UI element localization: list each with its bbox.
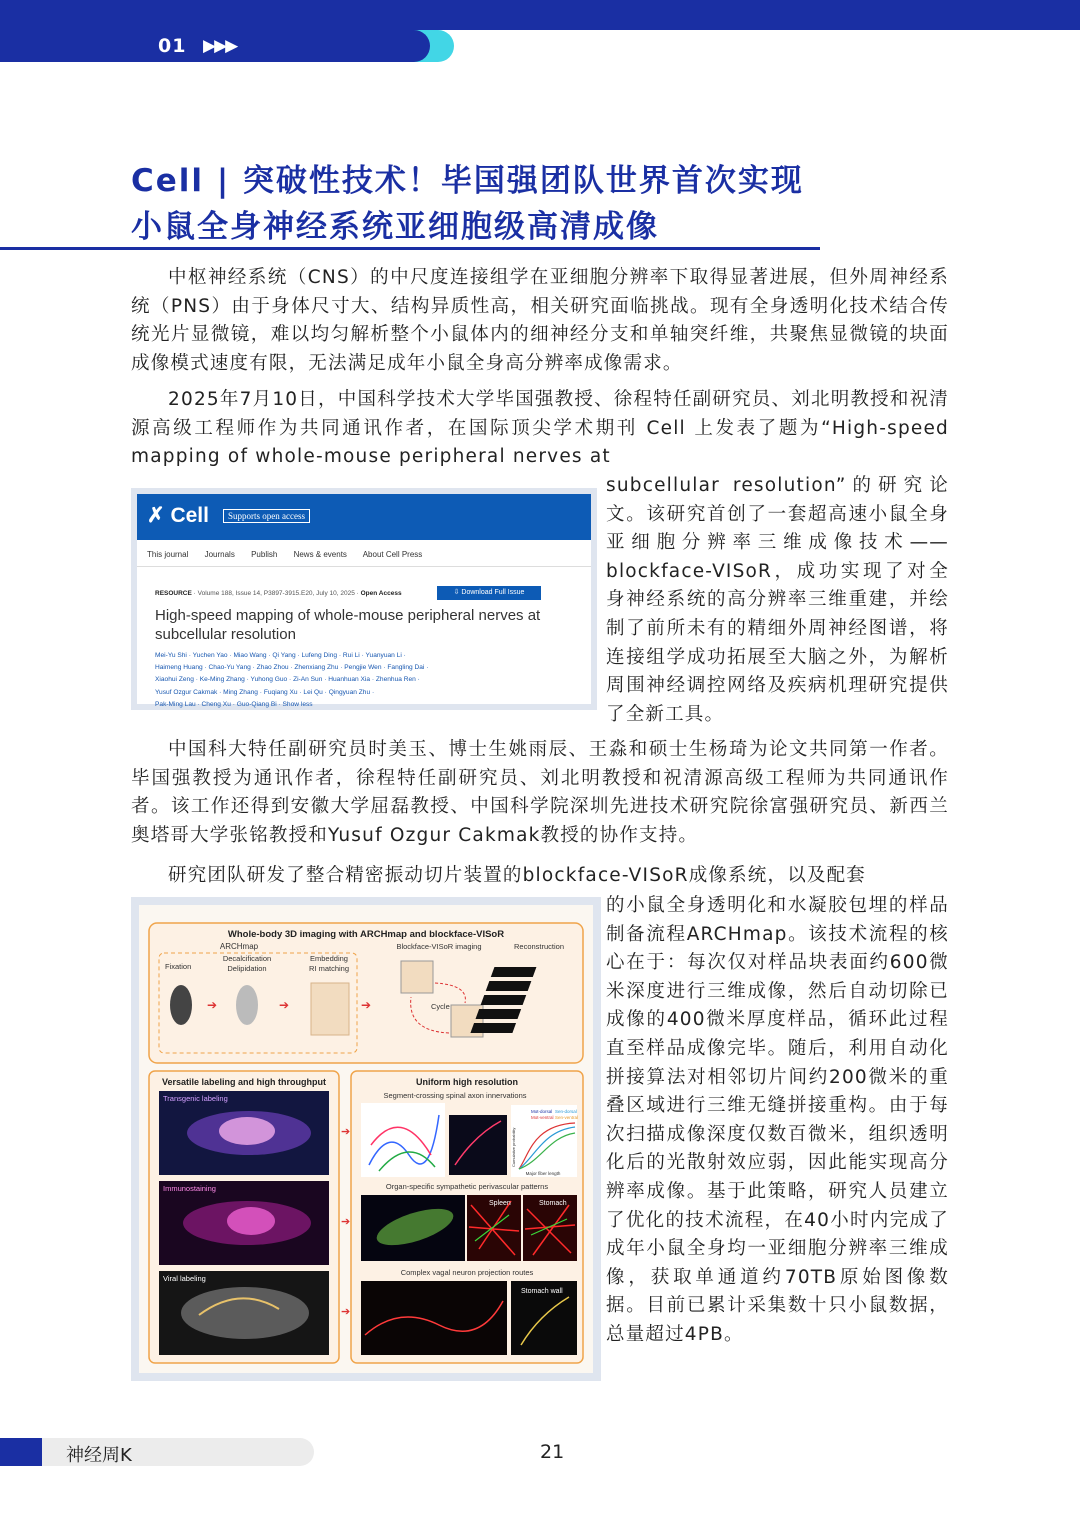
mouse-fixation bbox=[170, 985, 192, 1025]
title-line-2: 小鼠全身神经系统亚细胞级高清成像 bbox=[131, 209, 659, 245]
journal-nav bbox=[147, 550, 436, 559]
paragraph-1: 中枢神经系统（CNS）的中尺度连接组学在亚细胞分辨率下取得显著进展，但外周神经系统（PNS）由于身体尺寸大、结构异质性高，相关研究面临挑战。现有全身透明化技术结合传统光片显微镜，难以均匀解析整个小鼠体内的细神经分支和单轴突纤维，共聚焦显微镜的块面成像模式速度有限，无法满足成年小鼠全身高分辨率成像需求。 bbox=[131, 267, 949, 374]
svg-text:Sen-dorsal: Sen-dorsal bbox=[555, 1109, 577, 1114]
svg-text:➔: ➔ bbox=[341, 1306, 351, 1318]
section-number: 01 bbox=[158, 35, 187, 57]
svg-text:Viral labeling: Viral labeling bbox=[163, 1274, 206, 1283]
author-list: Mei-Yu Shi · Yuchen Yao · Miao Wang · Qi Yang · Lufeng Ding · Rui Li · Yuanyuan Li · Haimeng Huang · Chao-Yu Yang · Zhao Zhou · Zhenxiang Zhu · Pengjie Wen · Fangling Dai · Xiaohui Zeng · Ke-Ming Zhang · Yuhong Guo · Zi-An Sun · Huanhuan Xia · Zhenhua Ren · Yusuf Ozgur Cakmak · Ming Zhang · Fuqiang Xu · Lei Qu · Qingyuan Zhu · Pak-Ming Lau · Cheng Xu · Guo-Qiang Bi · Show less bbox=[155, 652, 429, 708]
nav-about: About Cell Press bbox=[362, 550, 423, 559]
nav-this-journal: This journal bbox=[147, 550, 189, 559]
svg-text:Versatile labeling and high th: Versatile labeling and high throughput bbox=[161, 1077, 327, 1087]
article-title bbox=[131, 158, 891, 250]
svg-text:Cycle: Cycle bbox=[431, 1002, 450, 1011]
mouse-cleared bbox=[236, 985, 258, 1025]
spinal-axon-image bbox=[361, 1103, 445, 1177]
svg-text:Segment-crossing spinal axon i: Segment-crossing spinal axon innervations bbox=[383, 1091, 527, 1100]
paragraph-3: 中国科大特任副研究员时美玉、博士生姚雨辰、王淼和硕士生杨琦为论文共同第一作者。毕国强教授为通讯作者，徐程特任副研究员、刘北明教授和祝清源高级工程师为共同通讯作者。该工作还得到安徽大学屈磊教授、中国科学院深圳先进技术研究院徐富强研究员、新西兰奥塔哥大学张铭教授和Yusuf Ozgur Cakmak教授的协作支持。 bbox=[131, 739, 949, 846]
nav-journals: Journals bbox=[204, 550, 235, 559]
article-meta: RESOURCE · Volume 188, Issue 14, P3897-3915.E20, July 10, 2025 · Open Access bbox=[155, 590, 402, 597]
svg-text:Complex vagal neuron projectio: Complex vagal neuron projection routes bbox=[400, 1268, 534, 1277]
cell-article-title: High-speed mapping of whole-mouse peripheral nerves at subcellular resolution bbox=[155, 607, 541, 643]
nav-divider bbox=[137, 566, 591, 567]
svg-text:➔: ➔ bbox=[341, 1216, 351, 1228]
title-underline bbox=[0, 247, 820, 250]
svg-text:➔: ➔ bbox=[361, 998, 372, 1012]
svg-text:Spleen: Spleen bbox=[489, 1200, 511, 1207]
svg-text:Stomach: Stomach bbox=[539, 1200, 567, 1207]
svg-text:Stomach wall: Stomach wall bbox=[521, 1288, 563, 1295]
paragraph-4-continued: 的小鼠全身透明化和水凝胶包埋的样品制备流程ARCHmap。该技术流程的核心在于：每次仅对样品块表面约600微米深度进行三维成像，然后自动切除已成像的400微米厚度样品，循环此过程直至样品成像完毕。随后，利用自动化拼接算法对相邻切片间约200微米的重叠区域进行三维无缝拼接重构。由于每次扫描成像深度仅数百微米，组织透明化后的光散射效应弱，因此能实现高分辨率成像。基于此策略，研究人员建立了优化的技术流程，在40小时内完成了成年小鼠全身均一亚细胞分辨率三维成像，获取单通道约70TB原始图像数据。目前已累计采集数十只小鼠数据，总量超过4PB。 bbox=[606, 895, 949, 1345]
header-top-strip bbox=[0, 0, 1080, 30]
svg-text:ARCHmap: ARCHmap bbox=[219, 942, 259, 951]
vagal-route-image bbox=[361, 1281, 507, 1355]
cell-header-bar bbox=[137, 494, 591, 540]
svg-text:Delipidation: Delipidation bbox=[227, 964, 267, 973]
svg-text:Transgenic labeling: Transgenic labeling bbox=[163, 1094, 228, 1103]
svg-text:Cumulative probability: Cumulative probability bbox=[511, 1127, 516, 1167]
top-panel-title: Whole-body 3D imaging with ARCHmap and blockface-VISoR bbox=[227, 929, 505, 940]
cell-article-screenshot bbox=[131, 488, 597, 710]
svg-text:Embedding: Embedding bbox=[310, 954, 348, 963]
open-access-badge: Supports open access bbox=[223, 509, 310, 523]
svg-text:Organ-specific sympathetic per: Organ-specific sympathetic perivascular patterns bbox=[385, 1182, 549, 1191]
svg-text:Major fiber length: Major fiber length bbox=[525, 1171, 561, 1176]
svg-text:Blockface-VISoR imaging: Blockface-VISoR imaging bbox=[396, 942, 482, 951]
imaging-chamber bbox=[401, 961, 433, 993]
svg-text:Mot-ventral: Mot-ventral bbox=[531, 1115, 554, 1120]
nav-publish: Publish bbox=[251, 550, 278, 559]
svg-text:RI matching: RI matching bbox=[308, 964, 350, 973]
paragraph-2-start: 2025年7月10日，中国科学技术大学毕国强教授、徐程特任副研究员、刘北明教授和祝清源高级工程师作为共同通讯作者，在国际顶尖学术期刊 Cell 上发表了题为“High-speed mapping of whole-mouse peripheral nerves at bbox=[131, 389, 949, 468]
hydrogel-block bbox=[311, 983, 349, 1035]
paragraph-2-continued: subcellular resolution”的研究论文。该研究首创了一套超高速小鼠全身亚细胞分辨率三维成像技术——blockface-VISoR，成功实现了对全身神经系统的高分辨率三维重建，并绘制了前所未有的精细外周神经图谱，将连接组学成功拓展至大脑之外，为解析周围神经调控网络及疾病机理研究提供了全新工具。 bbox=[606, 475, 949, 725]
publication-name: 神经周K bbox=[66, 1445, 132, 1466]
svg-text:Sen-ventral: Sen-ventral bbox=[555, 1115, 579, 1120]
svg-text:Mot-dorsal: Mot-dorsal bbox=[531, 1109, 553, 1114]
svg-text:➔: ➔ bbox=[341, 1126, 351, 1138]
graphical-abstract bbox=[131, 897, 601, 1381]
cell-logo: ✗ Cell bbox=[147, 504, 209, 527]
svg-text:Fixation: Fixation bbox=[165, 962, 192, 971]
svg-text:Immunostaining: Immunostaining bbox=[163, 1184, 216, 1193]
play-arrows-icon: ▶▶▶ bbox=[203, 36, 237, 56]
axon-detail-image bbox=[449, 1115, 507, 1175]
paragraph-4-start: 研究团队研发了整合精密振动切片装置的blockface-VISoR成像系统，以及配套 bbox=[168, 865, 867, 886]
download-issue-button: ⇩ Download Full Issue bbox=[437, 586, 541, 600]
svg-text:Decalcification: Decalcification bbox=[222, 954, 272, 963]
svg-text:➔: ➔ bbox=[207, 998, 218, 1012]
nav-news: News & events bbox=[293, 550, 347, 559]
title-line-1: Cell | 突破性技术！毕国强团队世界首次实现 bbox=[131, 163, 804, 199]
svg-text:➔: ➔ bbox=[279, 998, 290, 1012]
page-number: 21 bbox=[540, 1441, 565, 1463]
svg-text:Uniform high resolution: Uniform high resolution bbox=[416, 1077, 518, 1087]
footer-blue-block bbox=[0, 1438, 42, 1466]
svg-text:Reconstruction: Reconstruction bbox=[513, 942, 565, 951]
